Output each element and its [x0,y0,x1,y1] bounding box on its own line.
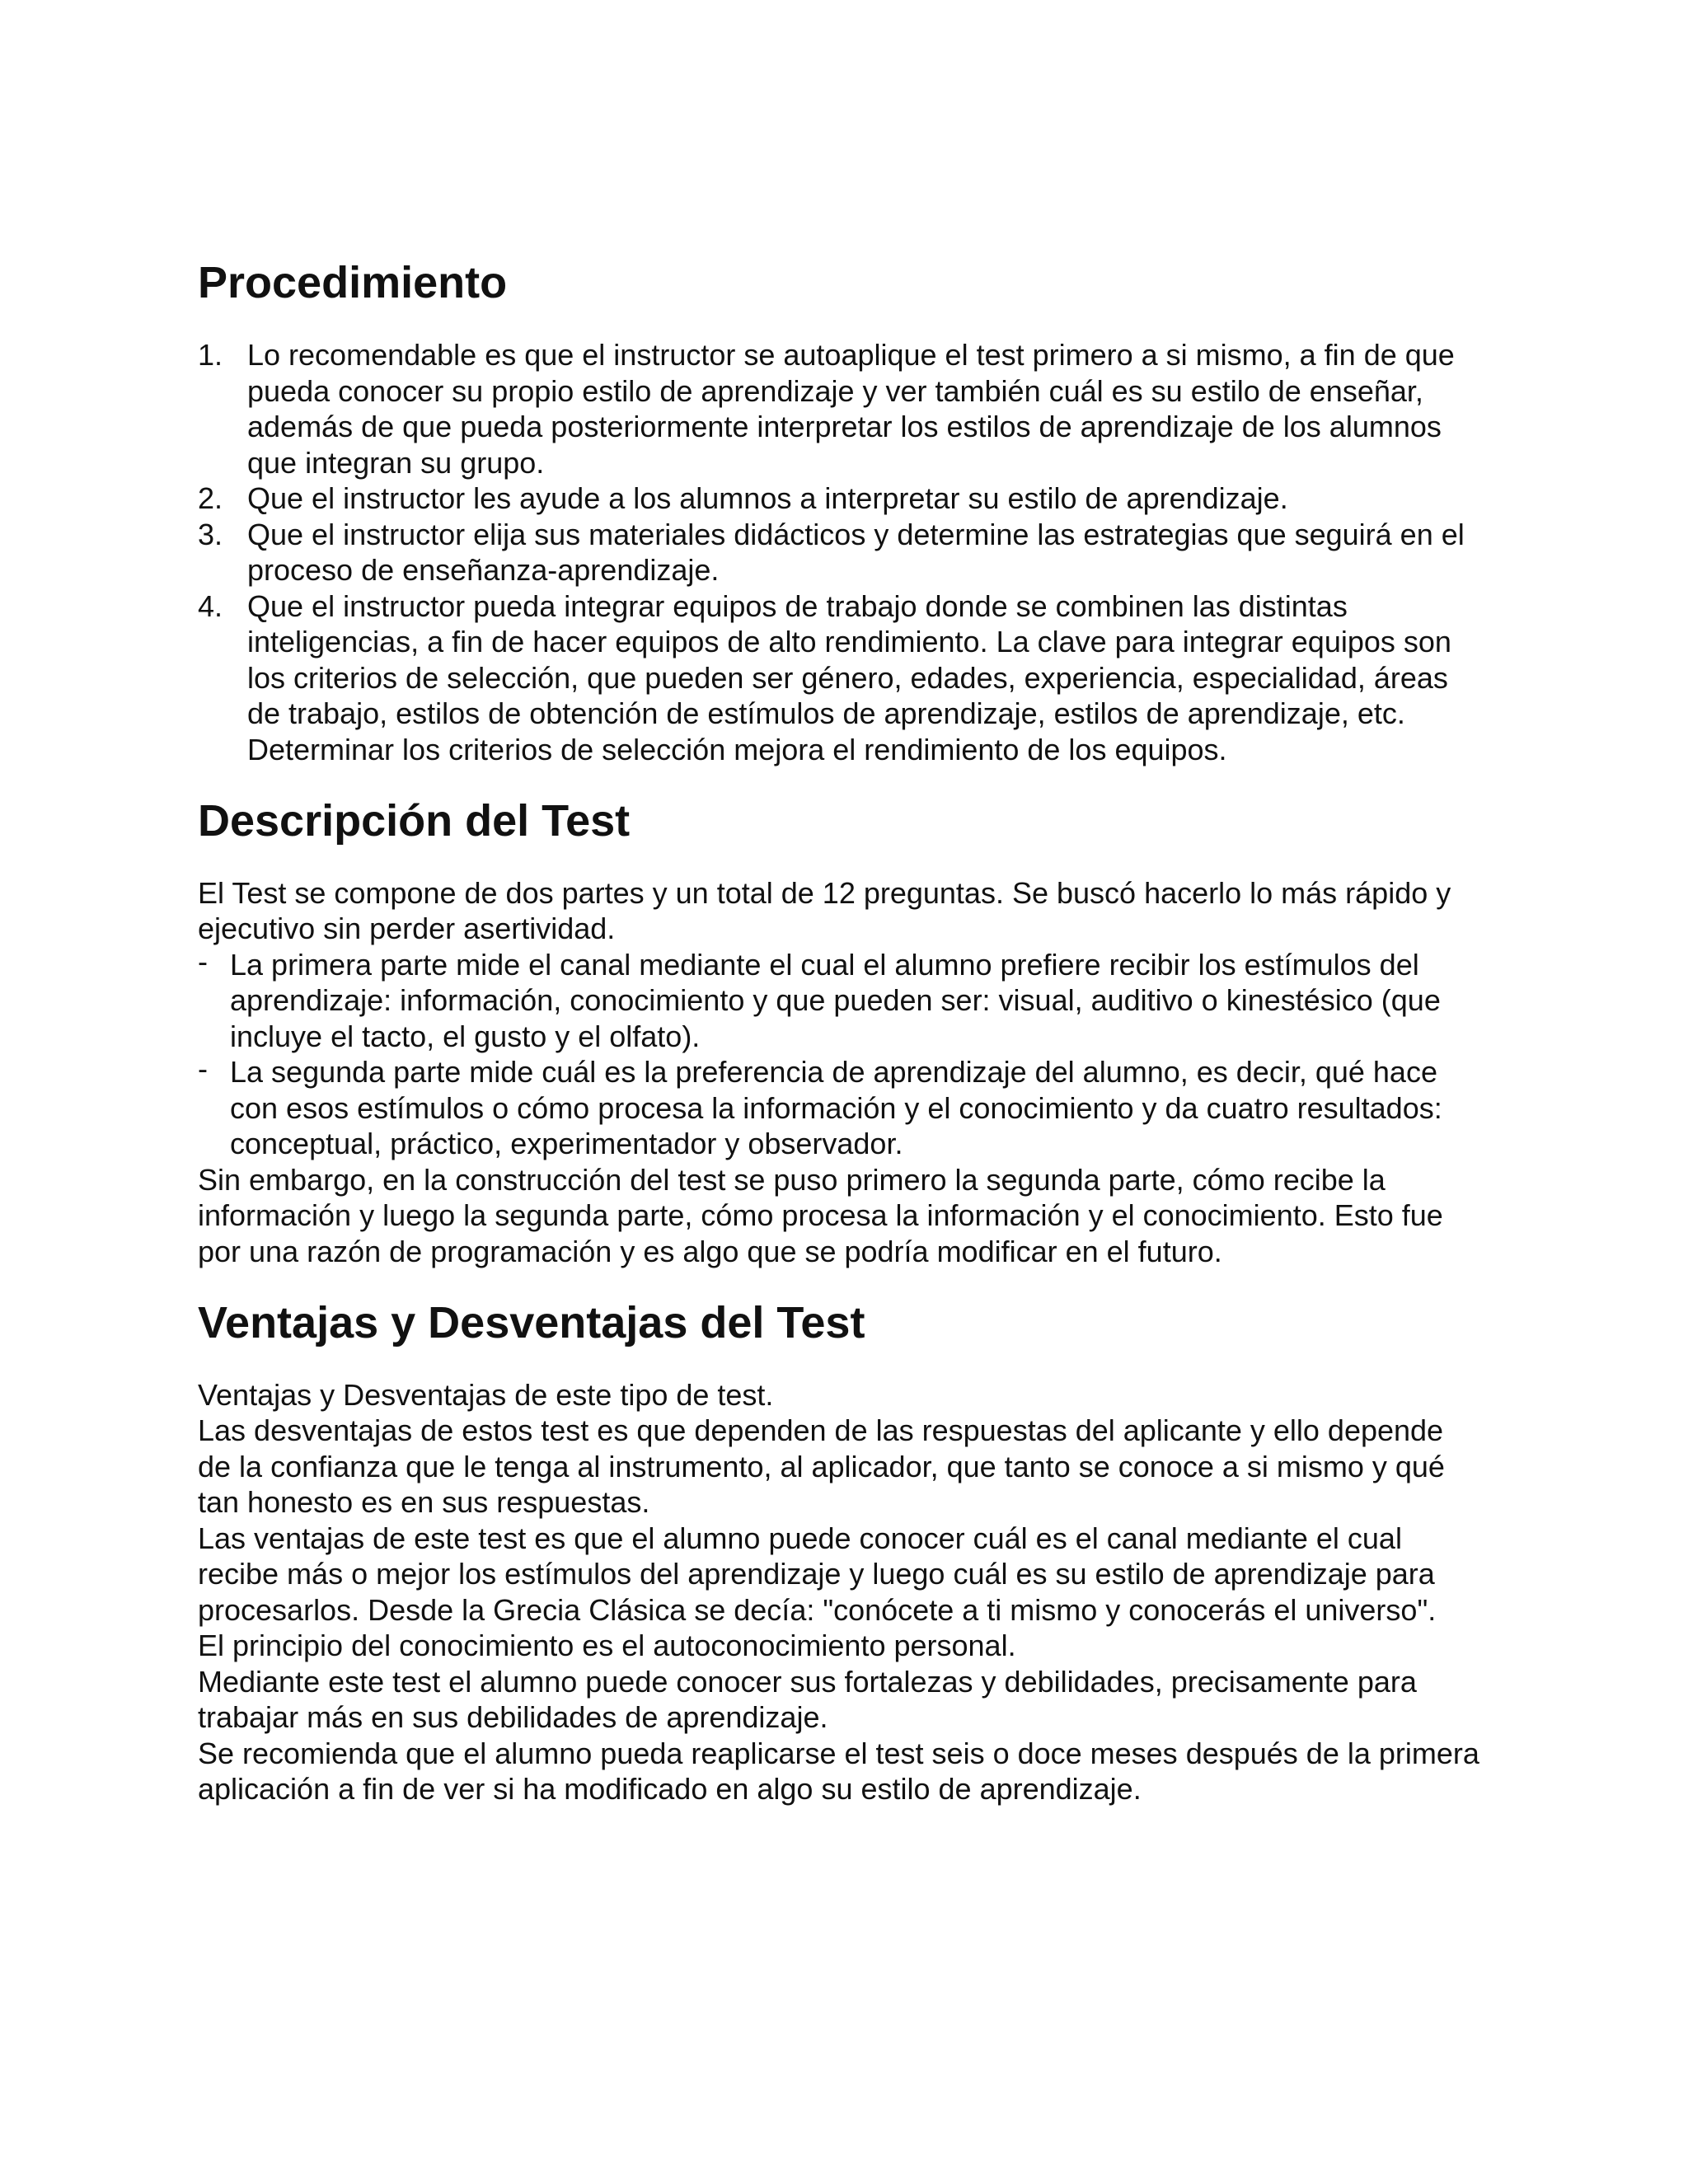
procedure-steps-list [198,337,1484,767]
list-item-text: Lo recomendable es que el instructor se autoaplique el test primero a si mismo, a fin de que pueda conocer su propio estilo de aprendizaje y ver también cuál es su estilo de enseñar, además de que pueda posteriormente interpretar los estilos de aprendizaje de los alumnos que integran su grupo. [247,338,1455,480]
paragraph: Se recomienda que el alumno pueda reaplicarse el test seis o doce meses después de la primera aplicación a fin de ver si ha modificado en algo su estilo de aprendizaje. [198,1736,1479,1806]
dash-marker: - [198,1052,208,1085]
closing-paragraph: Sin embargo, en la construcción del test se puso primero la segunda parte, cómo recibe la información y luego la segunda parte, cómo procesa la información y el conocimiento. Esto fue por una razón de programación y es algo que se podría modificar en el futuro. [198,1162,1443,1268]
list-item [198,944,1484,1055]
list-item [198,1054,1484,1162]
list-number: 3. [198,517,223,551]
paragraph: El principio del conocimiento es el autoconocimiento personal. [198,1629,1016,1662]
list-item-text: La segunda parte mide cuál es la preferencia de aprendizaje del alumno, es decir, qué hace con esos estímulos o cómo procesa la información y el conocimiento y da cuatro resultados: conceptual, práctico, experimentador y observador. [230,1055,1442,1160]
list-item-text: Que el instructor pueda integrar equipos de trabajo donde se combinen las distintas inteligencias, a fin de hacer equipos de alto rendimiento. La clave para integrar equipos son los criterios de selección, que pueden ser género, edades, experiencia, especialidad, áreas de trabajo, estilos de obtención de estímulos de aprendizaje, estilos de aprendizaje, etc. Determinar los criterios de selección mejora el rendimiento de los equipos. [247,588,1451,766]
list-item-text: Que el instructor les ayude a los alumnos a interpretar su estilo de aprendizaje. [247,481,1288,515]
section-ventajas [198,1297,1484,1807]
list-item [198,588,1484,768]
section-descripcion [198,795,1484,1270]
list-item [198,480,1484,517]
description-bullets-list [198,944,1484,1162]
paragraph: Mediante este test el alumno puede conocer sus fortalezas y debilidades, precisamente para trabajar más en sus debilidades de aprendizaje. [198,1664,1417,1734]
section-heading: Descripción del Test [198,795,631,846]
section-procedimiento [198,258,1484,767]
list-number: 4. [198,588,223,623]
list-number: 2. [198,481,223,515]
paragraph: Las ventajas de este test es que el alumno puede conocer cuál es el canal mediante el cual recibe más o mejor los estímulos del aprendizaje y luego cuál es su estilo de aprendizaje para procesarlos. Desde la Grecia Clásica se decía: "conócete a ti mismo y conocerás el universo". [198,1521,1437,1627]
list-number: 1. [198,338,223,372]
section-heading: Ventajas y Desventajas del Test [198,1297,865,1347]
dash-marker: - [198,944,208,978]
list-item [198,337,1484,480]
list-item [198,517,1484,588]
paragraph: Las desventajas de estos test es que dependen de las respuestas del aplicante y ello depende de la confianza que le tenga al instrumento, al aplicador, que tanto se conoce a si mismo y qué tan honesto es en sus respuestas. [198,1413,1445,1519]
intro-paragraph: El Test se compone de dos partes y un total de 12 preguntas. Se buscó hacerlo lo más rápido y ejecutivo sin perder asertividad. [198,875,1451,945]
paragraph: Ventajas y Desventajas de este tipo de test. [198,1377,774,1412]
section-heading: Procedimiento [198,258,508,307]
list-item-text: Que el instructor elija sus materiales didácticos y determine las estrategias que seguirá en el proceso de enseñanza-aprendizaje. [247,517,1465,587]
document-page [198,258,1484,1807]
list-item-text: La primera parte mide el canal mediante el cual el alumno prefiere recibir los estímulos del aprendizaje: información, conocimiento y que pueden ser: visual, auditivo o kinestésico (que incluye el tacto, el gusto y el olfato). [230,947,1441,1053]
